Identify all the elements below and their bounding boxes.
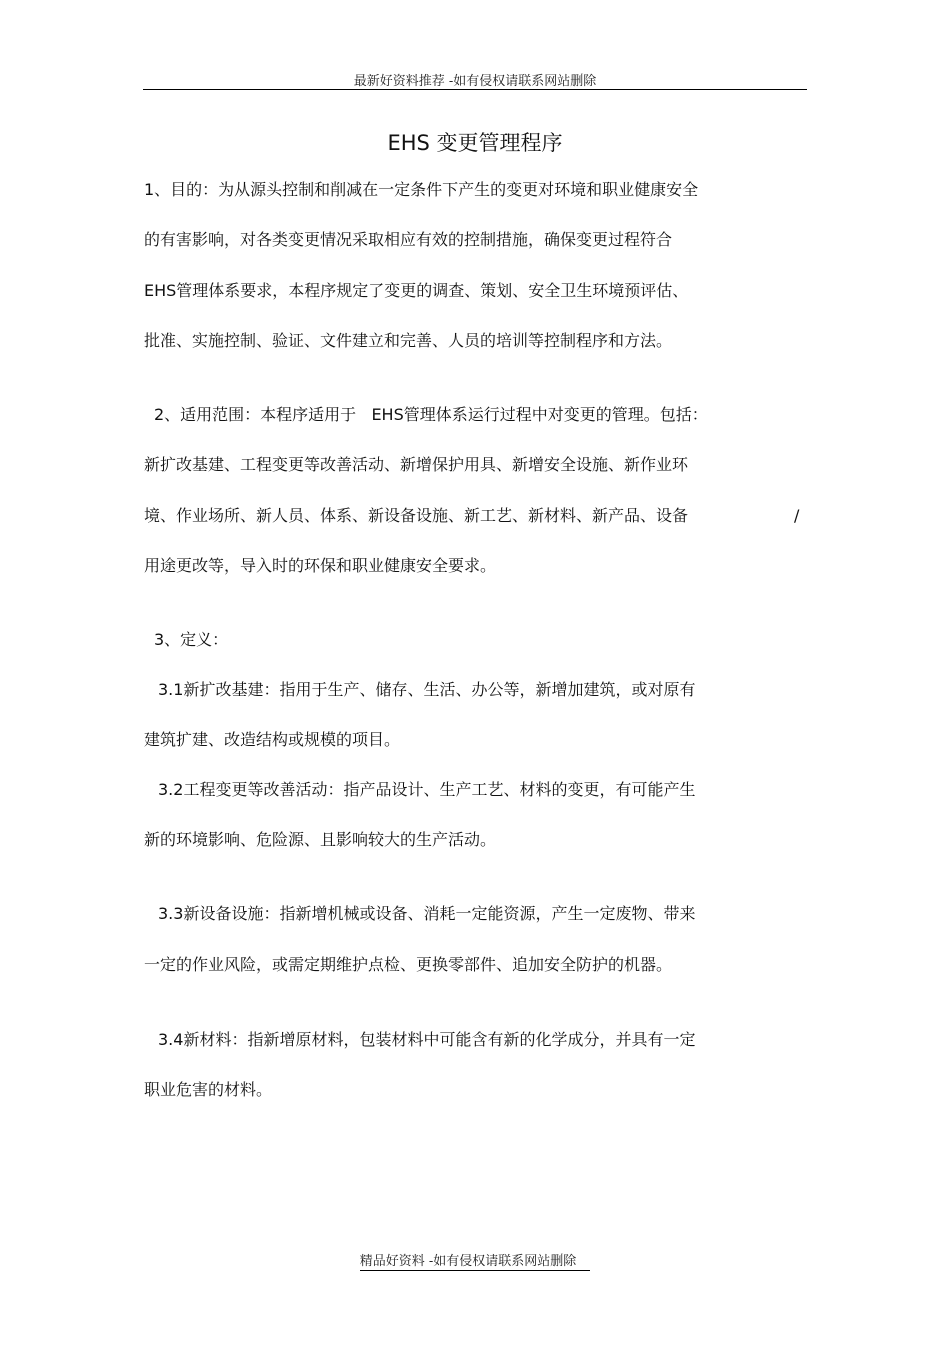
definition-3-2-line-2: 新的环境影响、危险源、且影响较大的生产活动。 [144,830,497,849]
definition-3-4-line-2: 职业危害的材料。 [144,1080,273,1099]
definition-3-1-line-1: 3.1新扩改基建：指用于生产、储存、生活、办公等，新增加建筑，或对原有 [158,680,696,699]
definition-3-3-line-2: 一定的作业风险，或需定期维护点检、更换零部件、追加安全防护的机器。 [144,955,673,974]
purpose-line-3: EHS管理体系要求，本程序规定了变更的调查、策划、安全卫生环境预评估、 [144,281,689,300]
header-rule [143,89,807,90]
document-title: EHS 变更管理程序 [387,131,563,155]
definition-3-2-line-1: 3.2工程变更等改善活动：指产品设计、生产工艺、材料的变更，有可能产生 [158,780,696,799]
scope-line-3: 境、作业场所、新人员、体系、新设备设施、新工艺、新材料、新产品、设备 [144,506,689,525]
purpose-line-2: 的有害影响，对各类变更情况采取相应有效的控制措施，确保变更过程符合 [144,230,673,249]
definition-3-3-line-1: 3.3新设备设施：指新增机械或设备、消耗一定能资源，产生一定废物、带来 [158,904,696,923]
definition-3-4-line-1: 3.4新材料：指新增原材料，包装材料中可能含有新的化学成分，并具有一定 [158,1030,696,1049]
scope-line-2: 新扩改基建、工程变更等改善活动、新增保护用具、新增安全设施、新作业环 [144,455,689,474]
footer-text: 精品好资料 -如有侵权请联系网站删除 [360,1254,591,1271]
page-footer [0,1250,950,1269]
purpose-line-1: 1、目的：为从源头控制和削减在一定条件下产生的变更对环境和职业健康安全 [144,180,699,199]
definitions-heading: 3、定义： [154,630,229,649]
scope-line-4: 用途更改等，导入时的环保和职业健康安全要求。 [144,556,497,575]
scope-line-3-slash: / [794,506,800,525]
scope-line-1: 2、适用范围：本程序适用于 EHS管理体系运行过程中对变更的管理。包括： [154,405,708,424]
purpose-line-4: 批准、实施控制、验证、文件建立和完善、人员的培训等控制程序和方法。 [144,331,673,350]
definition-3-1-line-2: 建筑扩建、改造结构或规模的项目。 [144,730,401,749]
page-header: 最新好资料推荐 -如有侵权请联系网站删除 [353,74,597,89]
